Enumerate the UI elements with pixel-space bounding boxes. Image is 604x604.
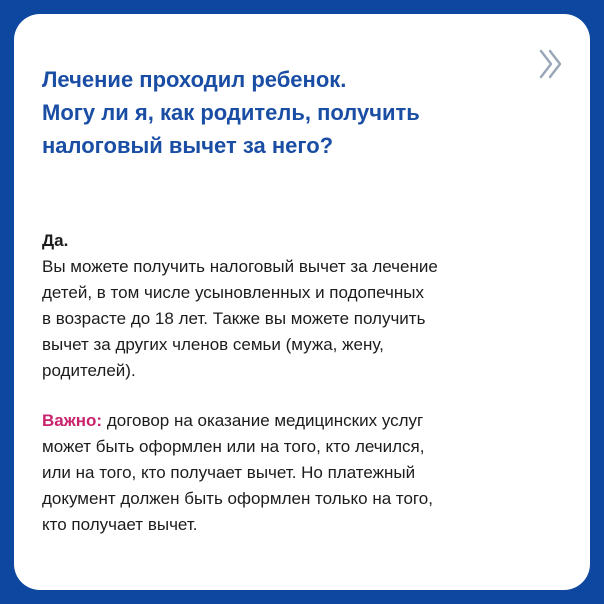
paragraph-line: вычет за других членов семьи (мужа, жену, xyxy=(42,335,384,354)
answer-short: Да. xyxy=(42,231,69,250)
paragraph-line: в возрасте до 18 лет. Также вы можете получить xyxy=(42,309,426,328)
paragraph-line: кто получает вычет. xyxy=(42,515,198,534)
important-text: договор на оказание медицинских услуг xyxy=(102,411,424,430)
content-card xyxy=(14,14,590,590)
paragraph-spacer xyxy=(42,384,572,408)
paragraph-line: документ должен быть оформлен только на того, xyxy=(42,489,433,508)
important-line xyxy=(42,408,572,434)
paragraph-line: или на того, кто получает вычет. Но платежный xyxy=(42,463,416,482)
title-line: Могу ли я, как родитель, получить xyxy=(42,100,420,125)
question-title xyxy=(42,63,542,162)
important-label: Важно: xyxy=(42,411,103,430)
paragraph-line: детей, в том числе усыновленных и подопечных xyxy=(42,283,425,302)
paragraph-line: Вы можете получить налоговый вычет за лечение xyxy=(42,257,438,276)
paragraph-line: родителей). xyxy=(42,361,136,380)
title-line: Лечение проходил ребенок. xyxy=(42,67,347,92)
answer-body xyxy=(42,228,572,538)
title-line: налоговый вычет за него? xyxy=(42,133,334,158)
paragraph-line: может быть оформлен или на того, кто лечился, xyxy=(42,437,425,456)
